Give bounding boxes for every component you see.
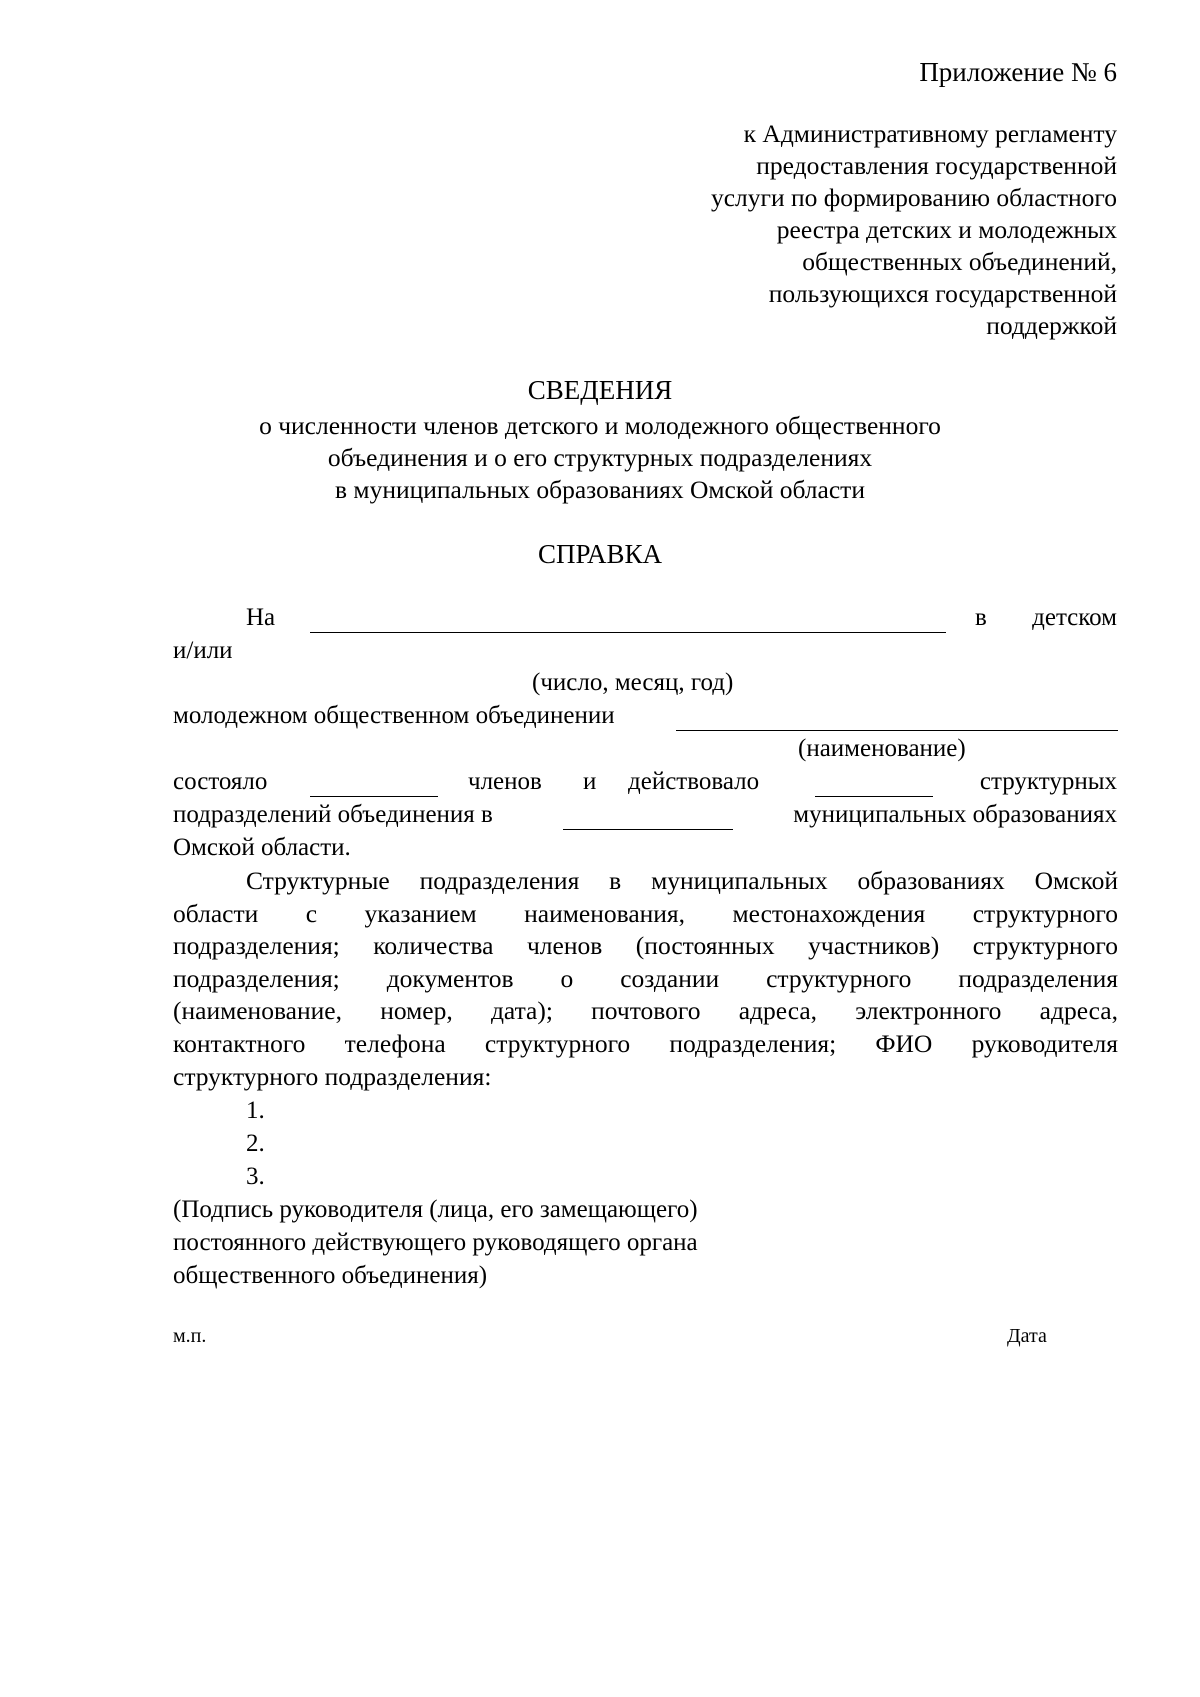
paragraph-line-text: подразделения; количества членов (постоянных участников) структурного [173, 931, 1118, 961]
annex-reference-line: реестра детских и молодежных [776, 215, 1117, 244]
annex-number: Приложение № 6 [919, 57, 1117, 87]
document-title: СВЕДЕНИЯ [527, 375, 673, 405]
list-item: 3. [246, 1163, 265, 1190]
annex-reference-line: общественных объединений, [802, 247, 1117, 276]
municipal-count-blank[interactable] [563, 829, 733, 830]
paragraph-line [173, 1028, 1118, 1061]
paragraph-line [173, 995, 1118, 1028]
stamp-label: м.п. [173, 1325, 207, 1347]
spravka-heading: СПРАВКА [537, 539, 663, 569]
paragraph-line [173, 930, 1118, 963]
paragraph-line-text: (наименование, номер, дата); почтового адреса, электронного адреса, [173, 996, 1118, 1026]
municipal-formations-label: муниципальных образованиях [793, 801, 1117, 828]
list-item: 2. [246, 1130, 265, 1157]
annex-reference-line: услуги по формированию областного [710, 183, 1117, 212]
annex-reference-line: поддержкой [986, 311, 1117, 340]
subtitle-line: в муниципальных образованиях Омской области [335, 475, 865, 504]
members-label: членов [468, 768, 542, 795]
in-label: в [975, 604, 987, 631]
paragraph-line-text: Структурные подразделения в муниципальных образованиях Омской [246, 866, 1118, 895]
paragraph-line [173, 1061, 1118, 1094]
paragraph-line-text: структурного подразделения: [173, 1061, 492, 1091]
omsk-region-label: Омской области. [173, 834, 351, 861]
paragraph-line-text: области с указанием наименования, местонахождения структурного [173, 898, 1118, 928]
annex-reference [557, 118, 1117, 342]
name-hint: (наименование) [798, 735, 966, 762]
subtitle-line: объединения и о его структурных подразделениях [327, 443, 873, 472]
on-label: На [246, 604, 276, 631]
signature-line: постоянного действующего руководящего органа [173, 1229, 698, 1256]
consisted-label: состояло [173, 768, 268, 795]
annex-reference-line: предоставления государственной [756, 151, 1117, 180]
children-label: детском [1032, 604, 1117, 631]
structural-label: структурных [979, 768, 1117, 795]
acted-label: действовало [628, 768, 760, 795]
subdivisions-in-label: подразделений объединения в [173, 801, 493, 828]
signature-line: (Подпись руководителя (лица, его замещающего) [173, 1196, 698, 1223]
subdivisions-count-blank[interactable] [815, 796, 933, 797]
paragraph-line [173, 898, 1118, 931]
annex-reference-line: пользующихся государственной [768, 279, 1117, 308]
association-name-blank[interactable] [676, 730, 1118, 731]
structural-subdivisions-paragraph [173, 865, 1118, 1093]
youth-association-label: молодежном общественном объединении [173, 702, 615, 729]
subtitle-line: о численности членов детского и молодежного общественного [259, 411, 941, 440]
andor-label: и/или [173, 637, 233, 664]
list-item: 1. [246, 1097, 265, 1124]
paragraph-line-text: подразделения; документов о создании структурного подразделения [173, 963, 1118, 993]
annex-reference-line: к Административному регламенту [743, 119, 1117, 148]
members-count-blank[interactable] [310, 796, 438, 797]
signature-line: общественного объединения) [173, 1262, 488, 1289]
date-label: Дата [1007, 1325, 1047, 1347]
and-label: и [583, 768, 597, 795]
document-subtitle [0, 410, 1200, 506]
paragraph-line [173, 963, 1118, 996]
paragraph-line [173, 865, 1118, 898]
date-blank[interactable] [310, 632, 946, 633]
paragraph-line-text: контактного телефона структурного подразделения; ФИО руководителя [173, 1028, 1118, 1058]
date-hint: (число, месяц, год) [532, 669, 734, 696]
